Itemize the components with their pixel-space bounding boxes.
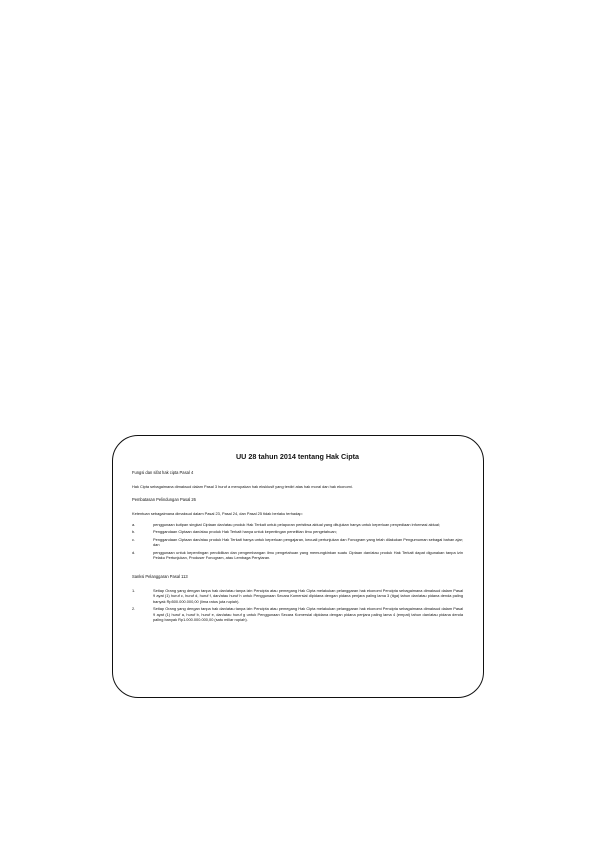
list-item: [132, 529, 463, 534]
list-item-text: penggunaan untuk kepentingan pendidikan dan pengembangan ilmu pengetahuan yang memungkinkan suatu Ciptaan dan/atau produk Hak Terkait dapat digunakan tanpa izin Pelaku Pertunjukan, Produser Fonogram, atau Lembaga Penyiaran.: [153, 549, 463, 561]
list-item-text: Setiap Orang yang dengan tanpa hak dan/atau tanpa izin Pencipta atau pemegang Hak Cipta melakukan pelanggaran hak ekonomi Pencipta sebagaimana dimaksud dalam Pasal 9 ayat (1) huruf c, huruf d, huruf f, dan/atau huruf h untuk Penggunaan Secara Komersial dipidana dengan pidana penjara paling lama 3 (tiga) tahun dan/atau pidana denda paling banyak Rp500.000.000,00 (lima ratus juta rupiah).: [153, 588, 463, 604]
list-item: [132, 606, 463, 622]
list-marker: a.: [132, 522, 136, 527]
list-marker: b.: [132, 529, 136, 535]
list-item-text: Penggandaan Ciptaan dan/atau produk Hak Terkait hanya untuk keperluan pengajaran, kecuali pertunjukan dan Fonogram yang telah dilakukan Pengumuman sebagai bahan ajar; dan: [153, 536, 463, 548]
list-item: [132, 550, 463, 561]
list-item: [132, 537, 463, 548]
list-item-text: Penggandaan Ciptaan dan/atau produk Hak Terkait hanya untuk kepentingan penelitian ilmu pengetahuan;: [153, 529, 337, 535]
list-item: [132, 588, 463, 604]
list-item-text: penggunaan kutipan singkat Ciptaan dan/atau produk Hak Terkait untuk pelaporan peristiwa aktual yang ditujukan hanya untuk keperluan penyediaan informasi aktual;: [153, 522, 440, 527]
list-marker: c.: [132, 536, 136, 542]
list-marker: 2.: [132, 606, 136, 612]
list-item: [132, 522, 463, 527]
copyright-notice-box: [112, 435, 484, 698]
list-marker: d.: [132, 549, 136, 555]
section-heading-fungsi: Fungsi dan sifat hak cipta Pasal 4: [132, 470, 194, 475]
notice-title: UU 28 tahun 2014 tentang Hak Cipta: [235, 452, 360, 461]
pembatasan-list: [132, 522, 463, 560]
section-text-fungsi: Hak Cipta sebagaimana dimaksud dalam Pasal 3 huruf a merupakan hak eksklusif yang terdiri atas hak moral dan hak ekonomi.: [132, 483, 353, 489]
sanksi-list: [132, 588, 463, 622]
section-heading-sanksi: Sanksi Pelanggaran Pasal 113: [132, 574, 188, 580]
list-item-text: Setiap Orang yang dengan tanpa hak dan/atau tanpa izin Pencipta atau pemegang Hak Cipta melakukan pelanggaran hak ekonomi Pencipta sebagaimana dimaksud dalam Pasal 9 ayat (1) huruf a, huruf b, huruf e, dan/atau huruf g untuk Penggunaan Secara Komersial dipidana dengan pidana penjara paling lama 4 (empat) tahun dan/atau pidana denda paling banyak Rp1.000.000.000,00 (satu miliar rupiah).: [153, 606, 463, 623]
section-heading-pembatasan: Pembatasan Pelindungan Pasal 26: [132, 497, 196, 502]
list-marker: 1.: [132, 588, 136, 594]
section-intro-pembatasan: Ketentuan sebagaimana dimaksud dalam Pasal 23, Pasal 24, dan Pasal 25 tidak berlaku terhadap:: [132, 510, 303, 516]
